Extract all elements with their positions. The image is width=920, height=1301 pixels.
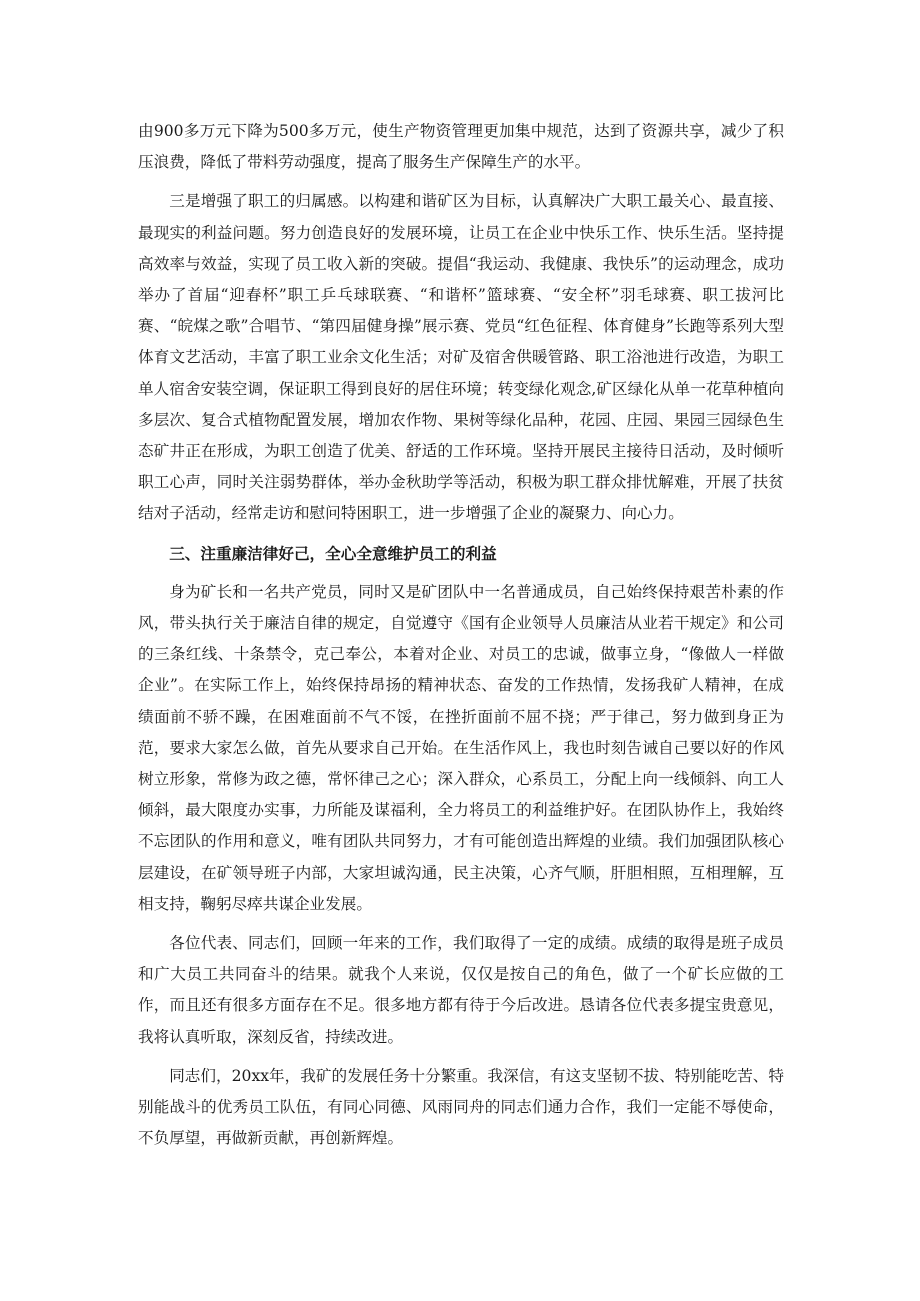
- paragraph-employee-belonging: 三是增强了职工的归属感。以构建和谐矿区为目标，认真解决广大职工最关心、最直接、最现实的利益问题。努力创造良好的发展环境，让员工在企业中快乐工作、快乐生活。坚持提高效率与效益，实现了员工收入新的突破。提倡“我运动、我健康、我快乐”的运动理念，成功举办了首届“迎春杯”职工乒乓球联赛、“和谐杯”篮球赛、“安全杯”羽毛球赛、职工拔河比赛、“皖煤之歌”合唱节、“第四届健身操”展示赛、党员“红色征程、体育健身”长跑等系列大型体育文艺活动，丰富了职工业余文化生活；对矿及宿舍供暖管路、职工浴池进行改造，为职工单人宿舍安装空调，保证职工得到良好的居住环境；转变绿化观念,矿区绿化从单一花草种植向多层次、复合式植物配置发展，增加农作物、果树等绿化品种，花园、庄园、果园三园绿色生态矿井正在形成，为职工创造了优美、舒适的工作环境。坚持开展民主接待日活动，及时倾听职工心声，同时关注弱势群体，举办金秋助学等活动，积极为职工群众排忧解难，开展了扶贫结对子活动，经常走访和慰问特困职工，进一步增强了企业的凝聚力、向心力。: [138, 192, 784, 523]
- paragraph-integrity-self-discipline: 身为矿长和一名共产党员，同时又是矿团队中一名普通成员，自己始终保持艰苦朴素的作风，带头执行关于廉洁自律的规定，自觉遵守《国有企业领导人员廉洁从业若干规定》和公司的三条红线、十条禁令，克己奉公，本着对企业、对员工的忠诚，做事立身，“像做人一样做企业”。在实际工作上，始终保持昂扬的精神状态、奋发的工作热情，发扬我矿人精神，在成绩面前不骄不躁，在困难面前不气不馁，在挫折面前不屈不挠；严于律己，努力做到身正为范，要求大家怎么做，首先从要求自己开始。在生活作风上，我也时刻告诫自己要以好的作风树立形象，常修为政之德，常怀律己之心；深入群众，心系员工，分配上向一线倾斜、向工人倾斜，最大限度办实事，力所能及谋福利，全力将员工的利益维护好。在团队协作上，我始终不忘团队的作用和意义，唯有团队共同努力，才有可能创造出辉煌的业绩。我们加强团队核心层建设，在矿领导班子内部，大家坦诚沟通，民主决策，心齐气顺，肝胆相照，互相理解，互相支持，鞠躬尽瘁共谋企业发展。: [138, 582, 784, 913]
- document-body: [138, 116, 784, 1155]
- paragraph-continuation: 由900多万元下降为500多万元，使生产物资管理更加集中规范，达到了资源共享，减少了积压浪费，降低了带料劳动强度，提高了服务生产保障生产的水平。: [138, 122, 784, 172]
- section-heading-integrity: 三、注重廉洁律好己，全心全意维护员工的利益: [169, 543, 497, 563]
- paragraph-review-summary: 各位代表、同志们，回顾一年来的工作，我们取得了一定的成绩。成绩的取得是班子成员和广大员工共同奋斗的结果。就我个人来说，仅仅是按自己的角色，做了一个矿长应做的工作，而且还有很多方面存在不足。很多地方都有待于今后改进。恳请各位代表多提宝贵意见，我将认真听取，深刻反省，持续改进。: [138, 934, 784, 1046]
- paragraph-closing-remarks: 同志们，20xx年，我矿的发展任务十分繁重。我深信，有这支坚韧不拔、特别能吃苦、特别能战斗的优秀员工队伍，有同心同德、风雨同舟的同志们通力合作，我们一定能不辱使命，不负厚望，再做新贡献，再创新辉煌。: [138, 1066, 784, 1148]
